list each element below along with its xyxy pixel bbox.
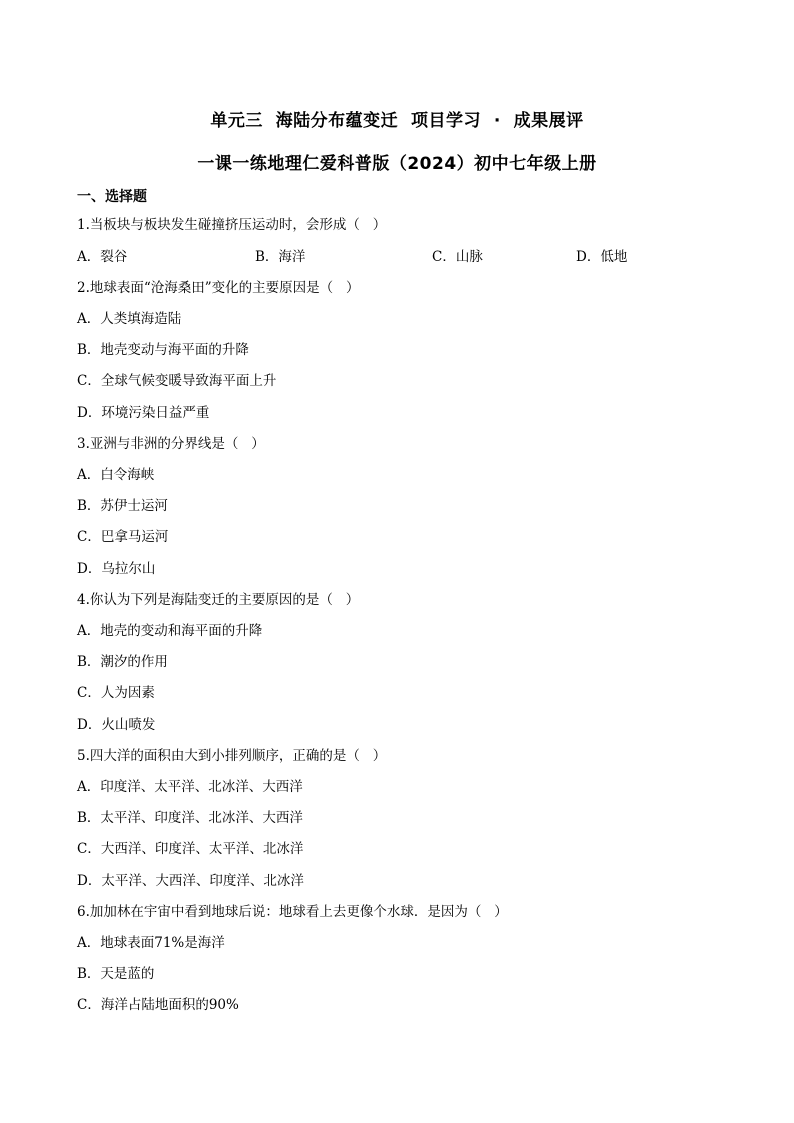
answer-option: A．印度洋、太平洋、北冰洋、大西洋 (77, 779, 303, 795)
answer-option: B．海洋 (255, 249, 306, 265)
answer-option: B．太平洋、印度洋、北冰洋、大西洋 (77, 810, 303, 826)
question-stem: 4.你认为下列是海陆变迁的主要原因的是（ ） (77, 592, 360, 608)
answer-option: D．环境污染日益严重 (77, 405, 210, 421)
answer-option: A．裂谷 (77, 249, 128, 265)
answer-option: B．天是蓝的 (77, 966, 155, 982)
answer-option: A．白令海峡 (77, 467, 155, 483)
document-title: 单元三 海陆分布蕴变迁 项目学习 · 成果展评 (210, 111, 584, 131)
answer-option: B．潮汐的作用 (77, 654, 168, 670)
answer-option: A．人类填海造陆 (77, 311, 182, 327)
answer-option: A．地壳的变动和海平面的升降 (77, 623, 263, 639)
answer-option: C．大西洋、印度洋、太平洋、北冰洋 (77, 841, 304, 857)
question-stem: 2.地球表面“沧海桑田”变化的主要原因是（ ） (77, 280, 360, 296)
question-stem: 3.亚洲与非洲的分界线是（ ） (77, 436, 265, 452)
answer-option: D．乌拉尔山 (77, 561, 156, 577)
section-heading: 一、选择题 (77, 189, 147, 205)
answer-option: C．巴拿马运河 (77, 529, 169, 545)
answer-option: B．地壳变动与海平面的升降 (77, 342, 249, 358)
question-stem: 5.四大洋的面积由大到小排列顺序，正确的是（ ） (77, 748, 387, 764)
question-stem: 1.当板块与板块发生碰撞挤压运动时，会形成（ ） (77, 217, 387, 233)
answer-option: D．太平洋、大西洋、印度洋、北冰洋 (77, 873, 304, 889)
answer-option: D．低地 (576, 249, 628, 265)
answer-option: C．山脉 (432, 249, 483, 265)
document-subtitle: 一课一练地理仁爱科普版（2024）初中七年级上册 (197, 154, 597, 174)
answer-option: C．海洋占陆地面积的90% (77, 997, 239, 1013)
question-stem: 6.加加林在宇宙中看到地球后说：地球看上去更像个水球．是因为（ ） (77, 904, 508, 920)
answer-option: C．全球气候变暖导致海平面上升 (77, 373, 277, 389)
answer-option: D．火山喷发 (77, 717, 156, 733)
answer-option: B．苏伊士运河 (77, 498, 168, 514)
answer-option: C．人为因素 (77, 685, 155, 701)
answer-option: A．地球表面71%是海洋 (77, 935, 225, 951)
